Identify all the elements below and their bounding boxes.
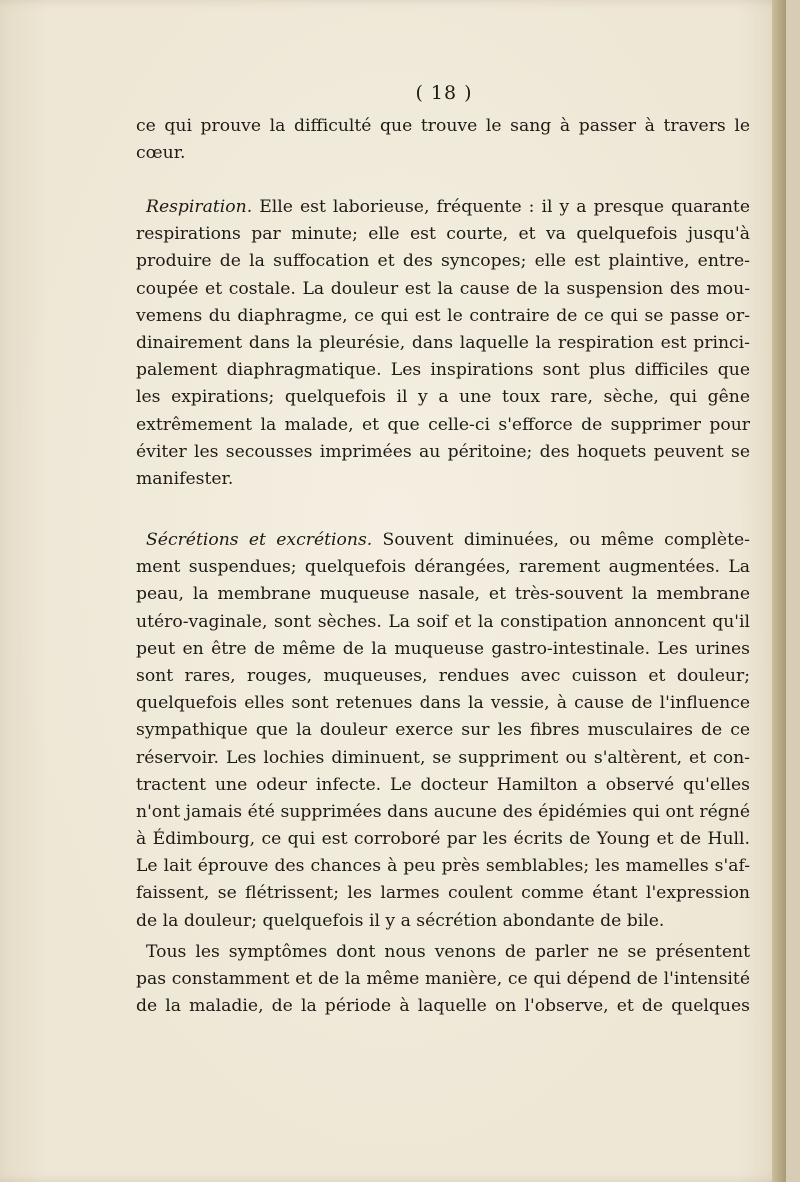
text-line: quelquefois elles sont retenues dans la vessie, à cause de l'influence bbox=[136, 693, 750, 714]
text-line: à Édimbourg, ce qui est corroboré par les écrits de Young et de Hull. bbox=[136, 829, 750, 850]
text-line: les expirations; quelquefois il y a une toux rare, sèche, qui gêne bbox=[136, 387, 750, 408]
text-line: manifester. bbox=[136, 468, 234, 489]
paragraph-respiration bbox=[136, 194, 750, 493]
text-line: sympathique que la douleur exerce sur les fibres musculaires de ce bbox=[136, 720, 750, 741]
paragraph-symptoms bbox=[136, 939, 750, 1021]
text-line: produire de la suffocation et des syncopes; elle est plaintive, entre- bbox=[136, 251, 750, 272]
text-line: dinairement dans la pleurésie, dans laquelle la respiration est princi- bbox=[136, 332, 750, 353]
text-line: n'ont jamais été supprimées dans aucune des épidémies qui ont régné bbox=[136, 801, 750, 822]
text-line: peau, la membrane muqueuse nasale, et très-souvent la membrane bbox=[136, 584, 750, 605]
text-line-rest: Souvent diminuées, ou même complète- bbox=[372, 530, 750, 550]
text-line: extrêmement la malade, et que celle-ci s'efforce de supprimer pour bbox=[136, 414, 750, 435]
text-line: de la douleur; quelquefois il y a sécrétion abondante de bile. bbox=[136, 910, 665, 931]
text-line: vemens du diaphragme, ce qui est le contraire de ce qui se passe or- bbox=[136, 305, 750, 326]
text-line: palement diaphragmatique. Les inspirations sont plus difficiles que bbox=[136, 360, 750, 381]
text-line: ment suspendues; quelquefois dérangées, rarement augmentées. La bbox=[136, 557, 750, 578]
text-line: Tous les symptômes dont nous venons de parler ne se présentent bbox=[146, 942, 750, 962]
text-line: ce qui prouve la difficulté que trouve le sang à passer à travers le bbox=[136, 116, 750, 136]
text-line: sont rares, rouges, muqueuses, rendues avec cuisson et douleur; bbox=[136, 665, 750, 686]
text-line: tractent une odeur infecte. Le docteur Hamilton a observé qu'elles bbox=[136, 774, 750, 795]
text-line: utéro-vaginale, sont sèches. La soif et la constipation annoncent qu'il bbox=[136, 611, 750, 632]
page-edge bbox=[772, 0, 786, 1182]
text-line bbox=[136, 194, 750, 221]
text-line: faissent, se flétrissent; les larmes coulent comme étant l'expression bbox=[136, 883, 750, 904]
text-line: cœur. bbox=[136, 143, 186, 164]
text-line: respirations par minute; elle est courte, et va quelquefois jusqu'à bbox=[136, 224, 750, 245]
text-line: pas constamment et de la même manière, ce qui dépend de l'intensité bbox=[136, 969, 750, 990]
text-line: réservoir. Les lochies diminuent, se suppriment ou s'altèrent, et con- bbox=[136, 747, 750, 768]
text-line: éviter les secousses imprimées au péritoine; des hoquets peuvent se bbox=[136, 441, 750, 462]
text-line bbox=[136, 527, 750, 554]
section-heading-respiration: Respiration. bbox=[146, 197, 253, 217]
section-heading-secretions: Sécrétions et excrétions. bbox=[146, 530, 373, 550]
paragraph-continuation bbox=[136, 113, 750, 167]
paragraph-secretions bbox=[136, 527, 750, 935]
page-number: ( 18 ) bbox=[415, 82, 473, 104]
text-line: de la maladie, de la période à laquelle on l'observe, et de quelques bbox=[136, 996, 750, 1017]
text-line-rest: Elle est laborieuse, fréquente : il y a presque quarante bbox=[252, 197, 750, 217]
text-line: coupée et costale. La douleur est la cause de la suspension des mou- bbox=[136, 278, 750, 299]
text-line: peut en être de même de la muqueuse gastro-intestinale. Les urines bbox=[136, 638, 750, 659]
text-line: Le lait éprouve des chances à peu près semblables; les mamelles s'af- bbox=[136, 856, 750, 877]
